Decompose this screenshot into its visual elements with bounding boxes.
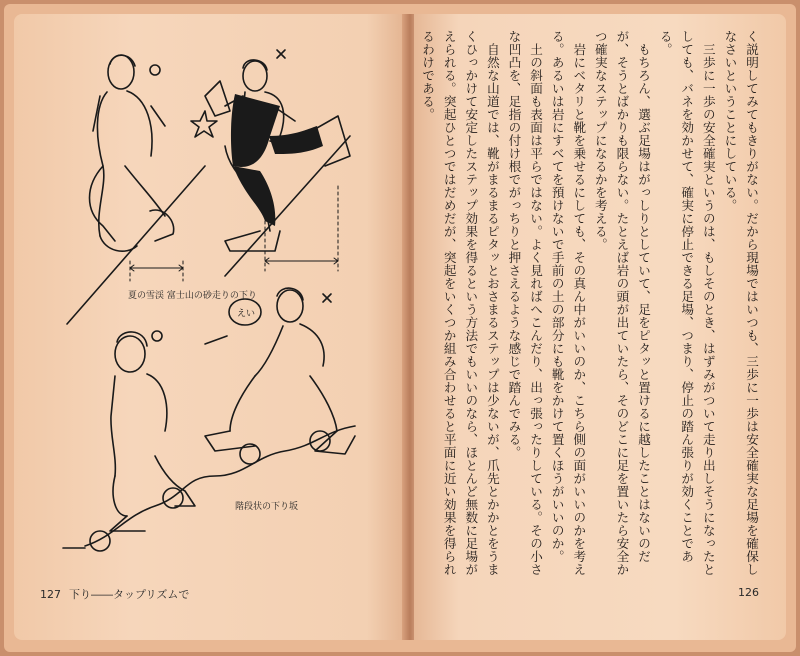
left-footer	[40, 586, 189, 602]
paragraph: もちろん、選ぶ足場はがっしりとしていて、足をピタッと置けるに越したことはないのだが、そうとばかりも限らない。たとえば岩の頭が出ていたら、そのどこに足を置いたら安全かつ確実なステップになるかを考える。	[592, 30, 652, 576]
left-page-number: 127	[40, 588, 61, 601]
paragraph: 土の斜面も表面は平らではない。よく見ればへこんだり、出っ張ったりしている。その小さな凹凸を、足指の付け根でがっちりと押さえるような感じで踏んでみる。	[506, 30, 544, 576]
running-head: 下り――タップリズムで	[69, 588, 190, 601]
measure-arrow-2	[265, 258, 338, 264]
hiker-figure-1	[90, 55, 174, 251]
right-page-number: 126	[738, 586, 759, 599]
paragraph: 岩にベタリと靴を乗せるにしても、その真ん中がいいのか、こちら側の面がいいのかを考える。あるいは岩にすべてを預けないで手前の土の部分にも靴をかけて置くほうがいいのか。	[549, 30, 587, 576]
caption-stairs: 階段状の下り坂	[235, 502, 299, 512]
speech-bubble-text: えい	[237, 309, 256, 319]
measure-arrow-1	[130, 265, 183, 271]
stair-slope	[85, 426, 355, 546]
caption-summer-snow: 夏の雪渓 富士山の砂走りの下り	[128, 291, 257, 301]
hiker-figure-4	[205, 288, 355, 454]
paragraph: 三歩に一歩の安全確実というのは、もしそのとき、はずみがついて走り出しそうになったとしても、バネを効かせて、確実に停止できる足場、つまり、停止の踏ん張りが効くことである。	[657, 30, 716, 576]
paragraph: く説明してみてもきりがない。だから現場ではいつも、三歩に一歩は安全確実な足場を確保しなさいということにしている。	[722, 30, 759, 576]
body-text	[417, 30, 763, 585]
paragraph: 自然な山道では、靴がまるまるピタッとおさまるステップは少ないが、爪先とかかとをうまくひっかけて安定したステップ効果を得るという方法でもいいのなら、ほとんど無数に足場がえられる。突起ひとつではだめだが、突起をいくつか組み合わせると平面に近い効果を得られるわけである。	[420, 30, 500, 576]
